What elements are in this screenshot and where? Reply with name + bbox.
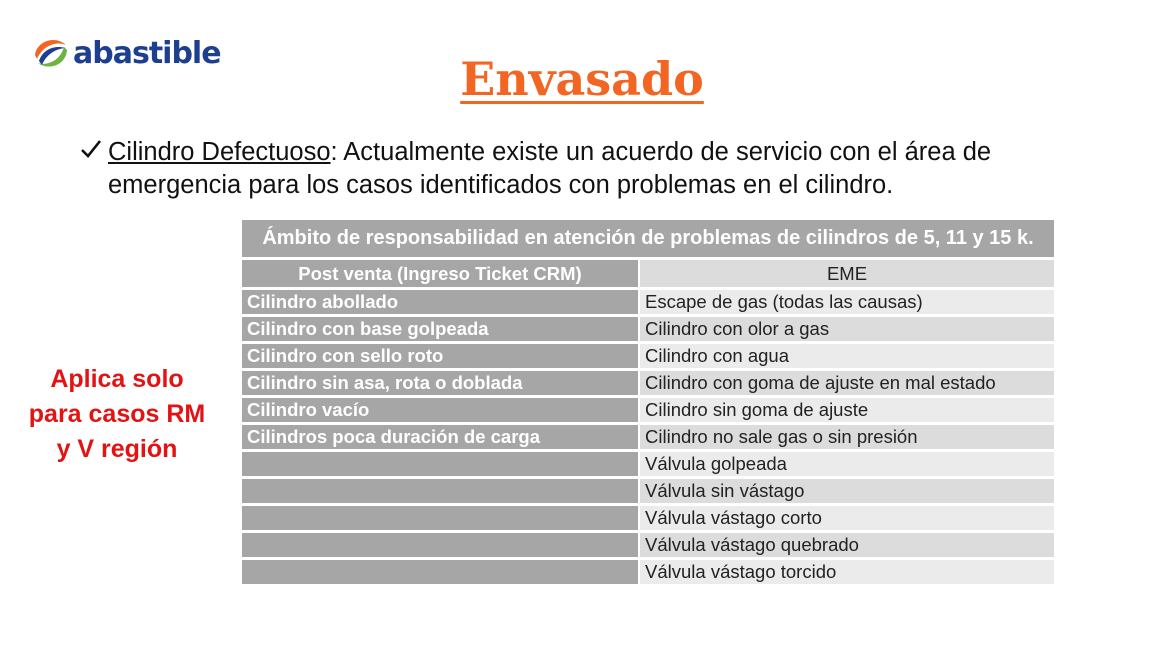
logo-text: abastible — [73, 35, 221, 71]
table-row — [242, 317, 1054, 341]
cell-postventa — [242, 533, 640, 557]
cell-eme: Válvula vástago corto — [640, 506, 1054, 530]
table-row — [242, 398, 1054, 422]
table-row — [242, 452, 1054, 476]
page-title: Envasado — [460, 52, 704, 106]
cell-eme: Válvula golpeada — [640, 452, 1054, 476]
table-row — [242, 425, 1054, 449]
cell-postventa: Cilindro con base golpeada — [242, 317, 640, 341]
cell-eme: Cilindro con goma de ajuste en mal estado — [640, 371, 1054, 395]
cell-postventa — [242, 452, 640, 476]
bullet-item — [80, 136, 1080, 202]
column-header-eme: EME — [640, 260, 1054, 287]
table-row — [242, 506, 1054, 530]
cell-postventa: Cilindro sin asa, rota o doblada — [242, 371, 640, 395]
column-header-postventa: Post venta (Ingreso Ticket CRM) — [242, 260, 640, 287]
table-row — [242, 344, 1054, 368]
cell-eme: Válvula vástago quebrado — [640, 533, 1054, 557]
side-note-line: y V región — [56, 435, 178, 463]
cell-postventa: Cilindro con sello roto — [242, 344, 640, 368]
side-note-line: Aplica solo — [50, 365, 184, 393]
bullet-text — [108, 136, 1080, 202]
table-row — [242, 479, 1054, 503]
table-row — [242, 371, 1054, 395]
bullet-term: Cilindro Defectuoso — [108, 138, 331, 166]
checkmark-icon — [80, 136, 102, 169]
side-note — [18, 362, 216, 467]
cell-postventa — [242, 479, 640, 503]
cell-postventa: Cilindro abollado — [242, 290, 640, 314]
cell-eme: Cilindro sin goma de ajuste — [640, 398, 1054, 422]
cell-postventa — [242, 560, 640, 584]
cell-postventa: Cilindros poca duración de carga — [242, 425, 640, 449]
table-title: Ámbito de responsabilidad en atención de problemas de cilindros de 5, 11 y 15 k. — [242, 220, 1054, 257]
cell-eme: Válvula vástago torcido — [640, 560, 1054, 584]
cell-postventa — [242, 506, 640, 530]
cell-eme: Cilindro no sale gas o sin presión — [640, 425, 1054, 449]
table-row — [242, 533, 1054, 557]
bullet-description: : Actualmente existe un acuerdo de servicio con el área de emergencia para los casos identificados con problemas en el cilindro. — [108, 138, 992, 199]
cell-eme: Escape de gas (todas las causas) — [640, 290, 1054, 314]
cell-eme: Válvula sin vástago — [640, 479, 1054, 503]
cell-eme: Cilindro con olor a gas — [640, 317, 1054, 341]
table-row — [242, 560, 1054, 584]
responsibility-table — [242, 217, 1054, 587]
table-row — [242, 290, 1054, 314]
table-body — [242, 290, 1054, 584]
cell-eme: Cilindro con agua — [640, 344, 1054, 368]
side-note-line: para casos RM — [28, 400, 206, 428]
cell-postventa: Cilindro vacío — [242, 398, 640, 422]
